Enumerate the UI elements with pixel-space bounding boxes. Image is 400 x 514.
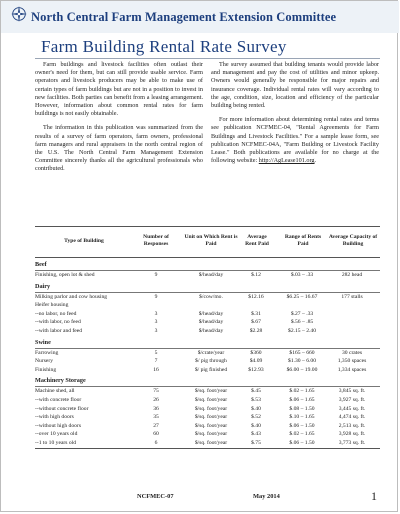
cell-rent: $.40	[251, 405, 261, 412]
section-title: Machinery Storage	[35, 377, 86, 385]
cell-type: Finishing, open lot & shed	[35, 272, 95, 278]
cell-rent: $4.09	[249, 358, 263, 365]
section-title: Dairy	[35, 282, 51, 290]
cell-type: --without high doors	[35, 422, 81, 429]
cell-capacity: 3,845 sq. ft.	[338, 388, 366, 395]
table-row	[35, 310, 380, 319]
rental-rate-table	[35, 226, 380, 450]
cell-unit: $/sq. foot/year	[194, 431, 228, 438]
table-row	[35, 271, 380, 280]
table-row	[35, 357, 380, 366]
cell-type: Nursery	[35, 358, 54, 365]
header-type: Type of Building	[64, 238, 104, 244]
cell-type: Heifer housing	[35, 302, 69, 309]
cell-responses: 3	[154, 310, 158, 317]
cell-type: Milking parlor and cow housing	[35, 293, 108, 300]
page-number: 1	[371, 489, 377, 503]
cell-capacity: 3,445 sq. ft.	[338, 405, 366, 412]
compass-logo-icon	[10, 5, 28, 23]
cell-unit: $/ pig through	[195, 358, 227, 365]
cell-range: $.06 – 1.50	[289, 422, 315, 429]
cell-type: --1 to 10 years old	[35, 439, 77, 446]
cell-unit: $/ pig finished	[194, 366, 228, 373]
intro-paragraph: The survey assumed that building tenants would provide labor and management and pay the cost of utilities and minor upkeep. Owners would generally be responsible for major repairs and insurance coverage. Individual rental rates will vary according to the age, condition, size, location and efficiency of the particular building being rented.	[211, 61, 379, 110]
cell-unit: $/sq. foot/year	[194, 422, 228, 429]
cell-range: $165 – 660	[289, 349, 315, 356]
intro-text-end: .	[314, 157, 317, 165]
cell-rent: $.75	[251, 439, 261, 446]
table-header	[35, 226, 380, 258]
cell-range: $.06 – 1.50	[289, 439, 315, 446]
cell-range: $.10 – 1.65	[289, 414, 315, 421]
cell-capacity: 30 crates	[341, 349, 363, 356]
cell-rent: $.53	[251, 396, 261, 403]
table-row	[35, 318, 380, 327]
cell-rent: $.67	[251, 319, 261, 326]
cell-responses: 26	[153, 396, 159, 403]
cell-type: Farrowing	[35, 349, 59, 356]
cell-range: $2.15 – 2.40	[288, 327, 316, 334]
cell-unit: $/sq. foot/year	[194, 405, 228, 412]
header-responses: Number of Responses	[143, 234, 169, 247]
cell-capacity: 3,773 sq. ft.	[338, 439, 366, 446]
cell-unit: $/head/day	[198, 310, 224, 317]
aglease-link[interactable]: http://AgLease101.org	[258, 157, 315, 165]
cell-type: Machine shed, all	[35, 388, 75, 395]
table-row	[35, 422, 380, 431]
cell-rent: $360	[250, 349, 262, 356]
intro-right-column	[211, 61, 379, 171]
cell-type: --no labor, no feed	[35, 310, 77, 317]
cell-responses: 9	[154, 293, 158, 300]
cell-rent: $.43	[251, 431, 261, 438]
cell-unit: $/sq. foot/year	[194, 396, 228, 403]
cell-unit: $/sq. foot/year	[194, 388, 228, 395]
cell-capacity: 3,928 sq. ft.	[338, 431, 366, 438]
title-divider	[35, 58, 380, 59]
cell-range: $.56 – .85	[290, 319, 314, 326]
cell-rent: $.12	[251, 272, 261, 278]
cell-unit: $/sq. foot/year	[194, 439, 228, 446]
organization-name: North Central Farm Management Extension Committee	[31, 10, 337, 24]
cell-type: --with labor, no feed	[35, 319, 81, 326]
cell-rent: $12.16	[248, 293, 264, 300]
cell-capacity: 2,513 sq. ft.	[338, 422, 366, 429]
cell-range: $.06 – 1.65	[289, 396, 315, 403]
table-row	[35, 349, 380, 358]
table-section-header	[35, 258, 380, 271]
cell-unit: $/head/day	[198, 272, 224, 278]
cell-type: --with labor and feed	[35, 327, 83, 334]
cell-range: $1.30 – 6.00	[288, 358, 316, 365]
intro-paragraph	[211, 116, 379, 165]
section-title: Beef	[35, 261, 47, 268]
cell-unit: $/crate/year	[197, 349, 225, 356]
cell-rent: $2.28	[249, 327, 263, 334]
header-unit: Unit on Which Rent is Paid	[184, 234, 238, 247]
cell-range: $.02 – 1.65	[289, 431, 315, 438]
header-range: Range of Rents Paid	[284, 234, 322, 247]
table-row	[35, 413, 380, 422]
cell-range: $6.25 – 16.67	[286, 293, 318, 300]
cell-capacity: 3,927 sq. ft.	[338, 396, 366, 403]
cell-responses: 3	[154, 319, 158, 326]
cell-range: $.02 – 1.65	[289, 388, 315, 395]
table-row	[35, 301, 380, 310]
cell-type: --with high doors	[35, 414, 74, 421]
publication-date: May 2014	[253, 493, 280, 500]
table-section-header	[35, 374, 380, 387]
cell-rent: $.45	[251, 388, 261, 395]
cell-type: --without concrete floor	[35, 405, 89, 412]
cell-unit: $/head/day	[198, 327, 224, 334]
cell-type: --with concrete floor	[35, 396, 82, 403]
intro-paragraph: Farm buildings and livestock facilities often outlast their owner's need for them, but can still provide usable service. Farm operators and livestock producers may be able to make use of certain types of farm buildings but are not in a position to invest in new facilities. Both parties can benefit from a leasing arrangement. However, information about common rental rates for farm buildings is not easily obtainable.	[35, 61, 203, 118]
cell-capacity: 177 stalls	[341, 293, 363, 300]
cell-responses: 75	[153, 388, 159, 395]
cell-capacity: 4,474 sq. ft.	[338, 414, 366, 421]
publication-code: NCFMEC-07	[137, 493, 174, 500]
section-title: Swine	[35, 338, 51, 346]
cell-type: Finishing	[35, 366, 57, 373]
cell-responses: 7	[154, 358, 158, 365]
cell-responses: 3	[154, 327, 158, 334]
table-section-header	[35, 280, 380, 293]
intro-paragraph: The information in this publication was summarized from the results of a survey of farm operators, farm owners, professional farm managers and rural appraisers in the north central region of the U.S. The North Central Farm Management Extension Committee sincerely thanks all the agricultural professionals who contributed.	[35, 124, 203, 173]
cell-rent: $12.93	[248, 366, 264, 373]
cell-rent: $.52	[251, 414, 261, 421]
table-bottom-rule	[35, 448, 380, 450]
cell-type: --over 10 years old	[35, 431, 78, 438]
cell-rent: $.31	[251, 310, 261, 317]
table-row	[35, 366, 380, 375]
cell-unit: $/cow/mo.	[199, 293, 223, 300]
table-row	[35, 293, 380, 302]
header-rent: Average Rent Paid	[245, 234, 269, 247]
cell-range: $.27 – .33	[290, 310, 314, 317]
cell-range: $6.00 – 19.00	[286, 366, 318, 373]
cell-responses: 16	[153, 366, 159, 373]
cell-range: $.08 – 1.50	[289, 405, 315, 412]
cell-capacity: 1,350 spaces	[337, 358, 367, 365]
page-title: Farm Building Rental Rate Survey	[41, 37, 287, 56]
cell-unit: $/sq. foot/year	[194, 414, 228, 421]
header-capacity: Average Capacity of Building	[328, 234, 378, 247]
table-row	[35, 430, 380, 439]
cell-responses: 35	[153, 414, 159, 421]
cell-responses: 9	[154, 272, 158, 278]
table-row	[35, 405, 380, 414]
cell-unit: $/head/day	[198, 319, 224, 326]
cell-responses: 5	[154, 349, 158, 356]
cell-responses: 27	[153, 422, 159, 429]
cell-capacity: 282 head	[341, 272, 363, 278]
table-row	[35, 439, 380, 448]
cell-responses: 6	[154, 439, 158, 446]
cell-capacity: 1,334 spaces	[337, 366, 367, 373]
cell-rent: $.40	[251, 422, 261, 429]
cell-responses: 36	[153, 405, 159, 412]
cell-range: $.03 – .33	[290, 272, 314, 278]
table-body	[35, 258, 380, 448]
cell-responses: 60	[153, 431, 159, 438]
intro-text: For more information about determining rental rates and terms see publication NCFMEC-04, "Rental Agreements for Farm Buildings and Livestock Facilities." For a sample lease form, see publication NCFMEC-04A, "Farm Building or Livestock Facility Lease." Both publications are available for no charge at the following website:	[211, 116, 379, 165]
table-section-header	[35, 336, 380, 349]
table-row	[35, 387, 380, 396]
intro-left-column	[35, 61, 203, 180]
table-row	[35, 396, 380, 405]
table-row	[35, 327, 380, 336]
